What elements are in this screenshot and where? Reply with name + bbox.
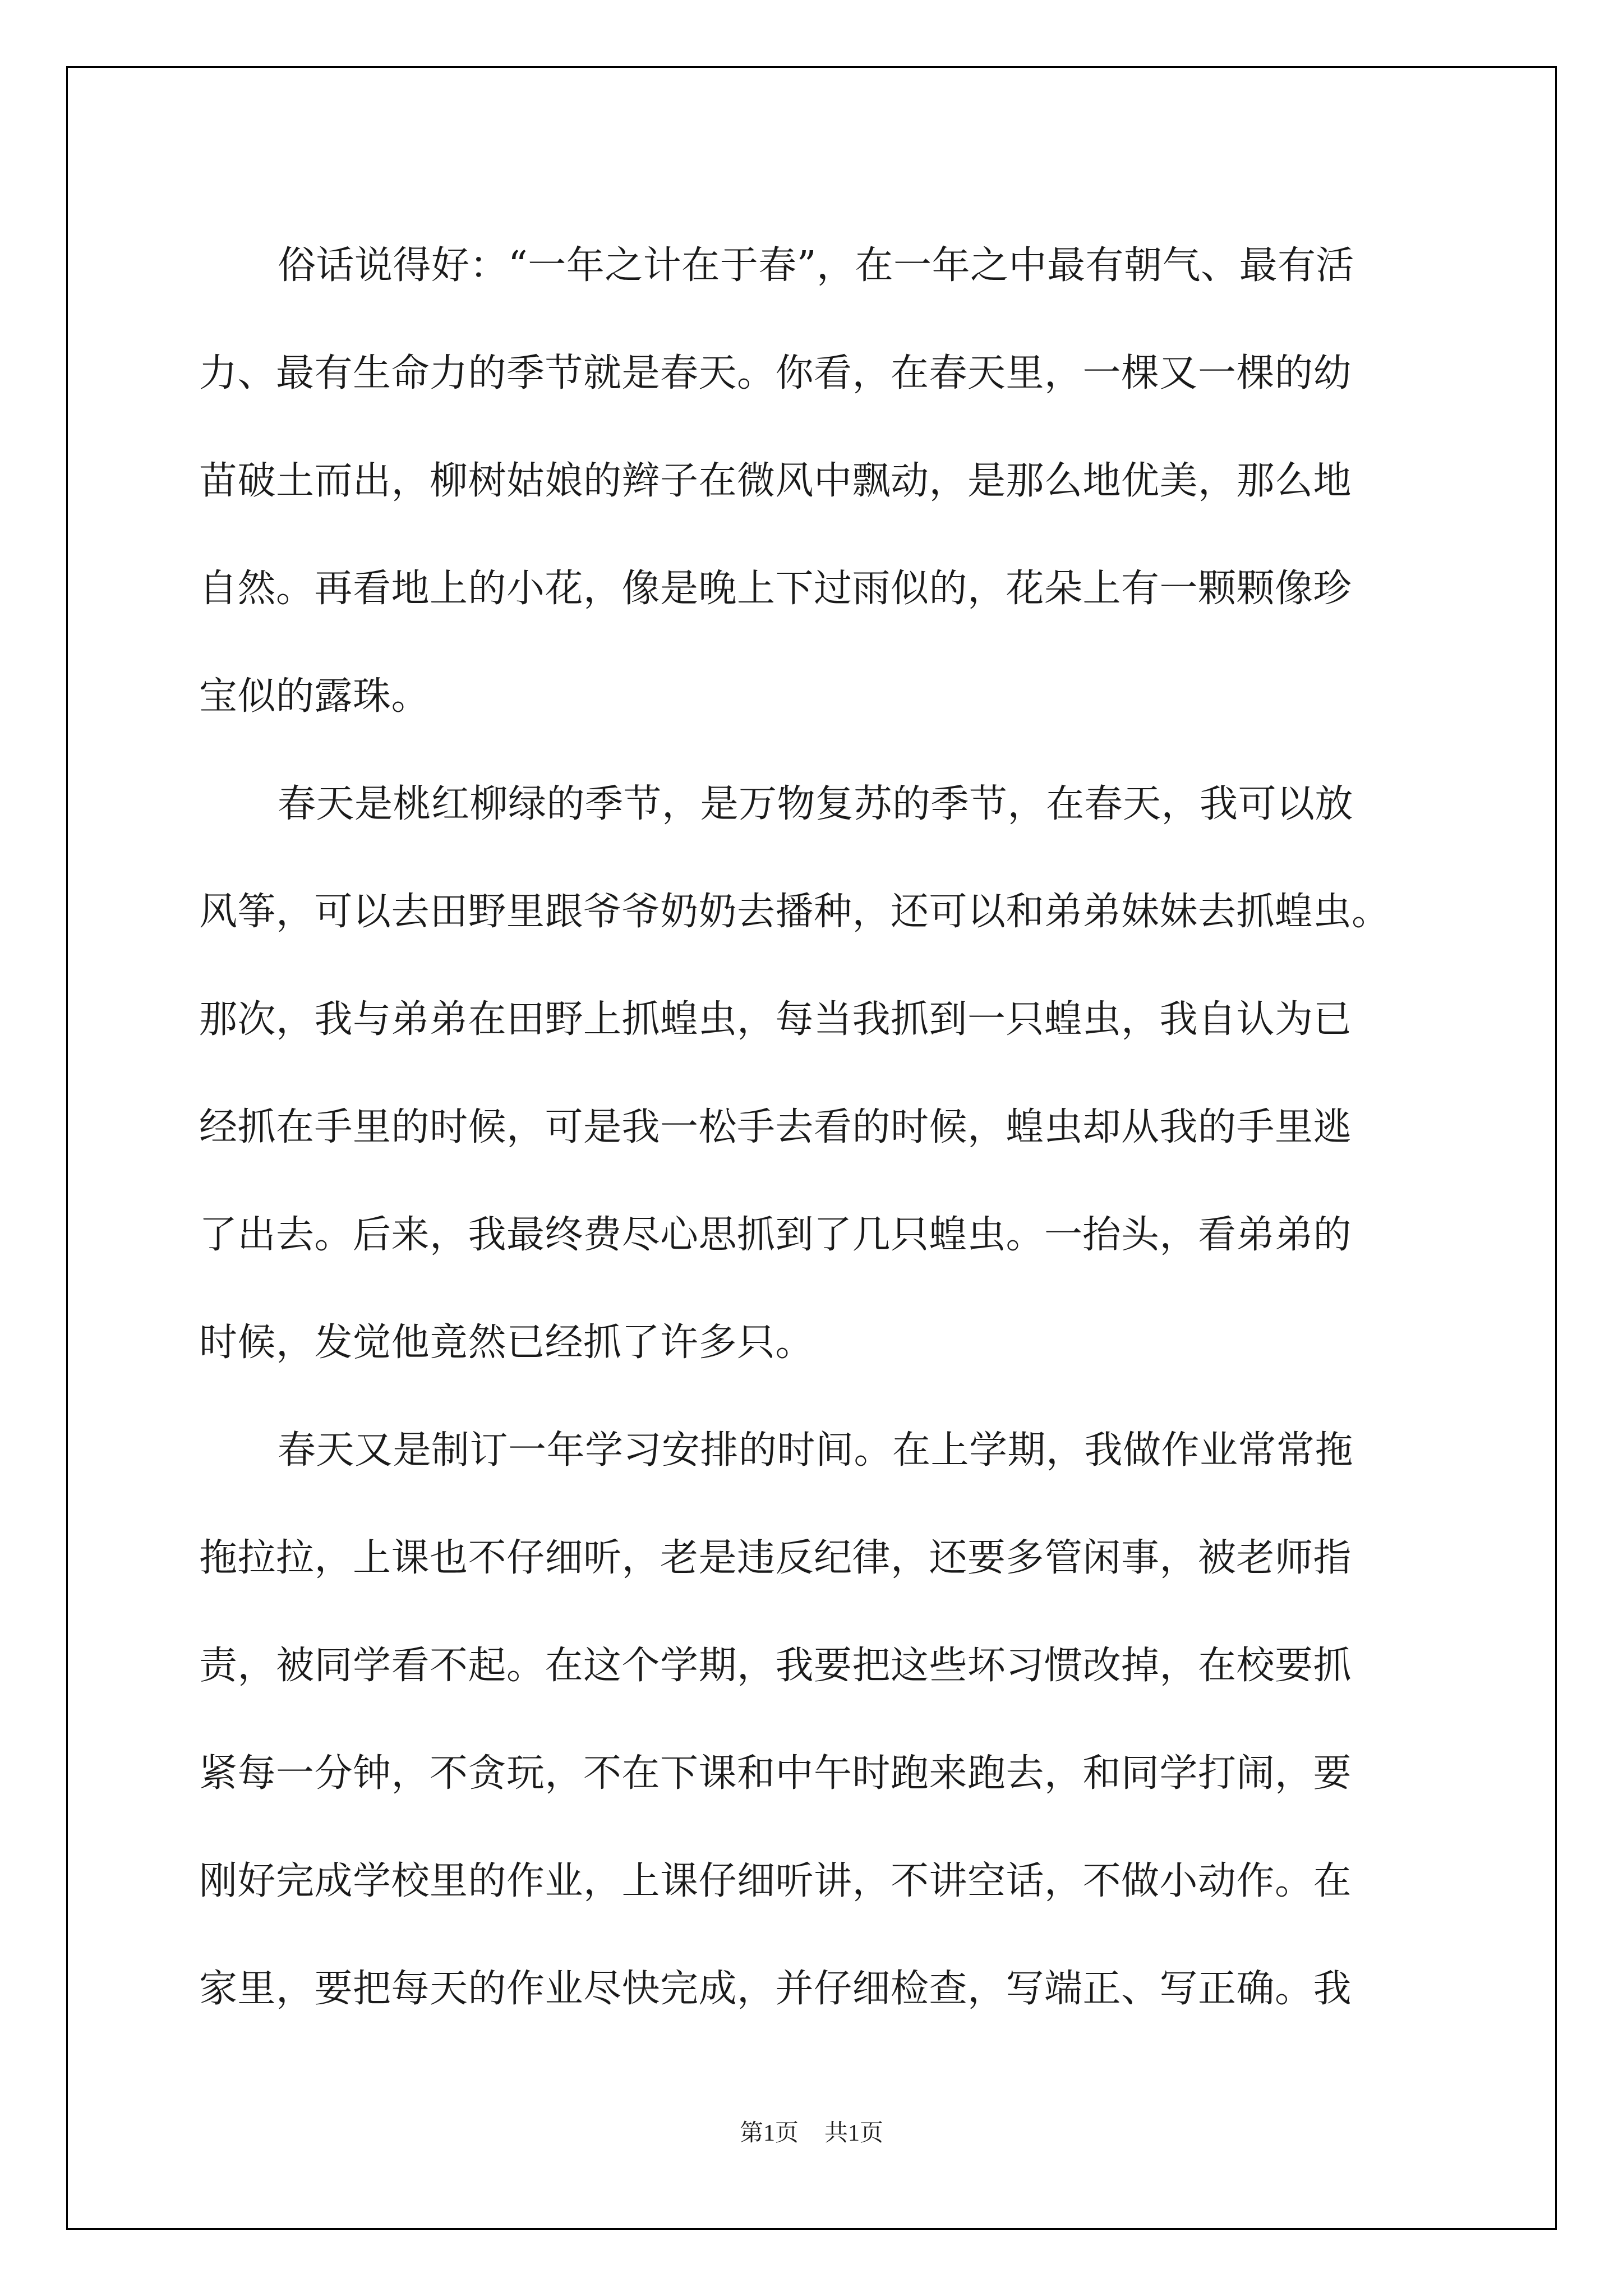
paragraph-line: 紧每一分钟，不贪玩，不在下课和中午时跑来跑去，和同学打闹，要 <box>199 1751 1352 1796</box>
paragraph-3 <box>199 1397 1428 2043</box>
paragraph-line: 刚好完成学校里的作业，上课仔细听讲，不讲空话，不做小动作。在 <box>199 1859 1352 1903</box>
paragraph-2 <box>199 751 1428 1397</box>
paragraph-line: 家里，要把每天的作业尽快完成，并仔细检查，写端正、写正确。我 <box>199 1967 1352 2011</box>
paragraph-line: 自然。再看地上的小花，像是晚上下过雨似的，花朵上有一颗颗像珍 <box>199 567 1352 611</box>
paragraph-1 <box>199 212 1428 751</box>
paragraph-line: 拖拉拉，上课也不仔细听，老是违反纪律，还要多管闲事，被老师指 <box>199 1536 1352 1580</box>
page-footer <box>0 2116 1623 2150</box>
paragraph-line: 春天是桃红柳绿的季节，是万物复苏的季节，在春天，我可以放 <box>278 782 1354 826</box>
paragraph-line: 经抓在手里的时候，可是我一松手去看的时候，蝗虫却从我的手里逃 <box>199 1105 1352 1149</box>
page-number: 第1页 <box>739 2120 799 2146</box>
paragraph-line: 时候，发觉他竟然已经抓了许多只。 <box>199 1320 814 1365</box>
paragraph-line: 了出去。后来，我最终费尽心思抓到了几只蝗虫。一抬头，看弟弟的 <box>199 1213 1352 1257</box>
paragraph-line: 那次，我与弟弟在田野上抓蝗虫，每当我抓到一只蝗虫，我自认为已 <box>199 997 1352 1042</box>
paragraph-line: 俗话说得好：“一年之计在于春”，在一年之中最有朝气、最有活 <box>278 243 1355 288</box>
page-total: 共1页 <box>824 2120 884 2146</box>
paragraph-line: 风筝，可以去田野里跟爷爷奶奶去播种，还可以和弟弟妹妹去抓蝗虫。 <box>199 890 1390 934</box>
paragraph-line: 苗破土而出，柳树姑娘的辫子在微风中飘动，是那么地优美，那么地 <box>199 459 1352 503</box>
document-body <box>199 212 1428 2043</box>
paragraph-line: 宝似的露珠。 <box>199 674 430 719</box>
paragraph-line: 力、最有生命力的季节就是春天。你看，在春天里，一棵又一棵的幼 <box>199 351 1352 395</box>
paragraph-line: 责，被同学看不起。在这个学期，我要把这些坏习惯改掉，在校要抓 <box>199 1644 1352 1688</box>
paragraph-line: 春天又是制订一年学习安排的时间。在上学期，我做作业常常拖 <box>278 1428 1354 1473</box>
